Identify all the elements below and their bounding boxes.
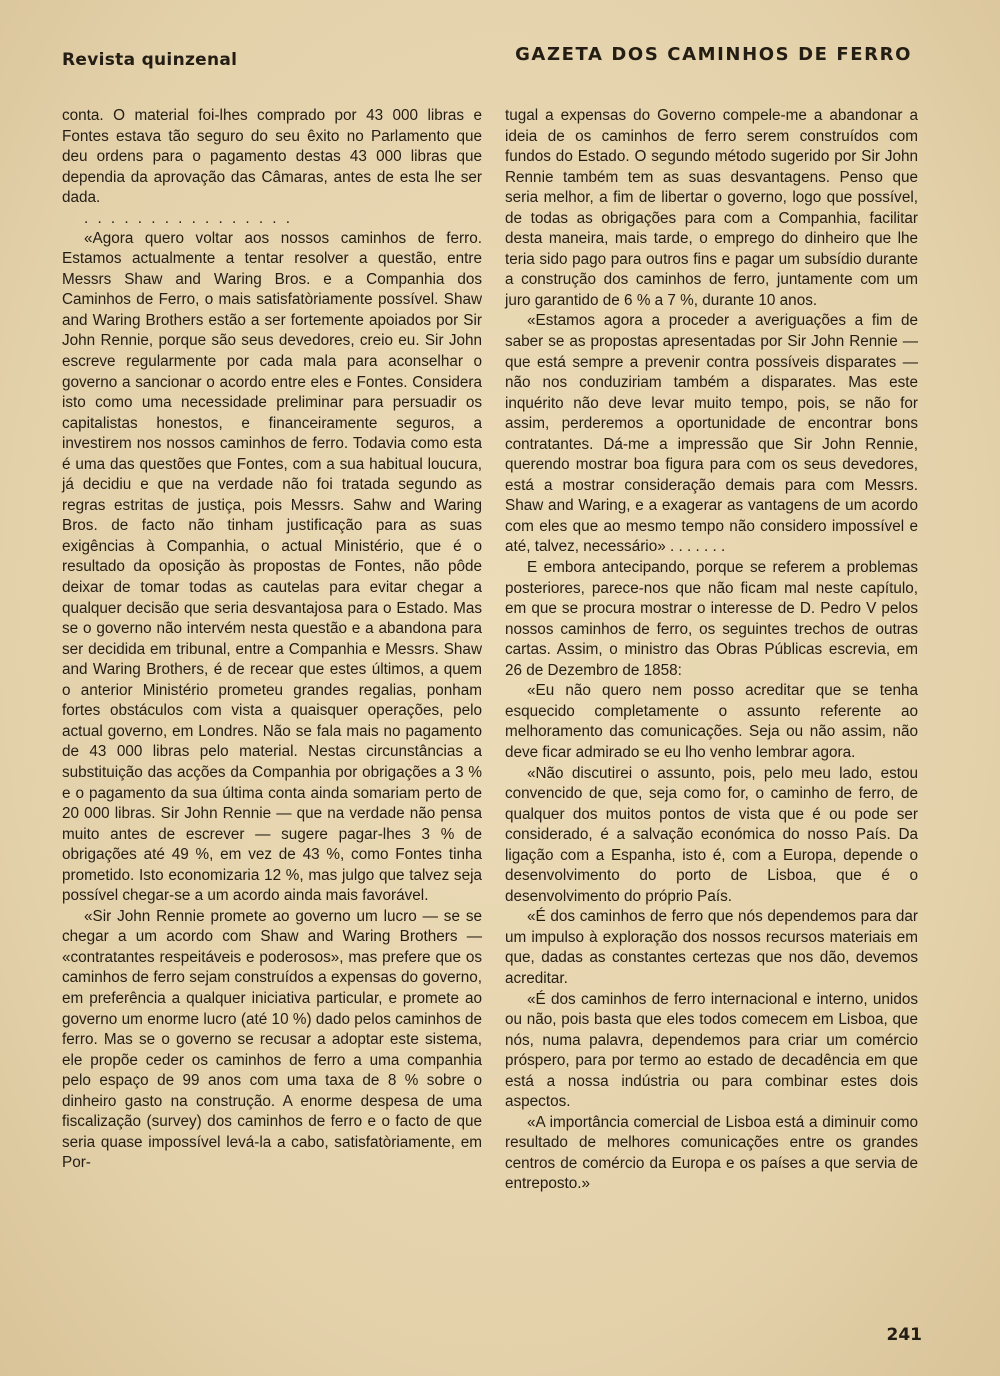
paragraph: E embora antecipando, porque se referem a problemas posteriores, parece-nos que não ficam mal neste capítulo, em que se procura mostrar o interesse de D. Pedro V pelos nossos caminhos de ferro, os seguintes trechos de outras cartas. Assim, o ministro das Obras Públicas escrevia, em 26 de Dezembro de 1858: [505, 559, 918, 679]
header-left: Revista quinzenal [62, 50, 238, 70]
paragraph: «Eu não quero nem posso acreditar que se tenha esquecido completamente o assunto referente ao melhoramento das comunicações. Seja ou não assim, não deve ficar admirado se eu lho venho lembrar agora. [505, 682, 918, 761]
paragraph: «A importância comercial de Lisboa está a diminuir como resultado de melhores comunicações entre os grandes centros de comércio da Europa e os países a que servia de entreposto.» [505, 1113, 918, 1193]
right-column [505, 106, 918, 1195]
paragraph: tugal a expensas do Governo compele-me a abandonar a ideia de os caminhos de ferro serem construídos com fundos do Estado. O segundo método sugerido por Sir John Rennie também tem as suas desvantagens. Penso que seria melhor, a fim de libertar o governo, logo que possível, de todas as obrigações para com a Companhia, facilitar desta maneira, mais tarde, o emprego do dinheiro que lhe teria sido pago para outros fins e pagar um subsídio durante a construção dos caminhos de ferro, juntamente com um juro garantido de 6 % a 7 %, durante 10 anos. [505, 107, 918, 309]
paragraph: «É dos caminhos de ferro que nós dependemos para dar um impulso à exploração dos nossos recursos materiais em que, dadas as constantes certezas que nos dão, devemos acreditar. [505, 908, 918, 987]
header-title: GAZETA DOS CAMINHOS DE FERRO [515, 44, 912, 65]
paragraph: «Sir John Rennie promete ao governo um lucro — se se chegar a um acordo com Shaw and Waring Brothers — «contratantes respeitáveis e poderosos», mas prefere que os caminhos de ferro sejam construídos a expensas do governo, em preferência a qualquer iniciativa particular, e promete ao governo um enorme lucro (até 10 %) dado pelos caminhos de ferro. Mas se o governo se recusar a adoptar este sistema, ele propõe ceder os caminhos de ferro a uma companhia pelo espaço de 99 anos com uma taxa de 8 % sobre o dinheiro gasto na construção. A enorme despesa de uma fiscalização (survey) dos caminhos de ferro e o facto de que seria quase impossível levá-la a cabo, satisfatòriamente, em Por- [62, 907, 482, 1172]
paragraph: «Estamos agora a proceder a averiguações a fim de saber se as propostas apresentadas por Sir John Rennie — que está sempre a prevenir contra possíveis disparates — não nos conduziriam também a disparates. Mas este inquérito não deve levar muito tempo, pois, se não for assim, perderemos a oportunidade de encontrar bons contratantes. Dá-me a impressão que Sir John Rennie, querendo mostrar boa figura para com os seus devedores, está a mostrar consideração demais para com Messrs. Shaw and Waring, e a exagerar as vantagens de um acordo com eles que ao mesmo tempo não considero impossível e até, talvez, necessário» . . . . . . . [505, 312, 918, 556]
separator-dots: ................ [84, 209, 300, 227]
paragraph: «É dos caminhos de ferro internacional e interno, unidos ou não, pois basta que eles todos comecem em Lisboa, que nós, numa palavra, dependemos para criar um comércio próspero, para por termo ao estado de decadência em que está a nossa indústria ou para combinar estes dois aspectos. [505, 990, 918, 1111]
paragraph: «Não discutirei o assunto, pois, pelo meu lado, estou convencido de que, seja como for, o caminho de ferro, de qualquer dos muitos pontos de vista que é ou pode ser considerado, é a salvação económica do nosso País. Da ligação com a Espanha, isto é, com a Europa, depende o desenvolvimento do porto de Lisboa, que é o desenvolvimento do próprio País. [505, 764, 918, 905]
page-number: 241 [886, 1325, 922, 1345]
paragraph: conta. O material foi-lhes comprado por 43 000 libras e Fontes estava tão seguro do seu êxito no Parlamento que deu ordens para o pagamento destas 43 000 libras que dependia da aprovação das Câmaras, antes de esta lhe ser dada. [62, 107, 482, 207]
left-column [62, 106, 482, 1174]
paragraph: «Agora quero voltar aos nossos caminhos de ferro. Estamos actualmente a tentar resolver a questão, entre Messrs Shaw and Waring Bros. e a Companhia dos Caminhos de Ferro, o mais satisfatòriamente possível. Shaw and Waring Brothers estão a ser fortemente apoiados por Sir John Rennie, porque são seus devedores, creio eu. Sir John escreve regularmente por cada mala para aconselhar o governo a sancionar o acordo entre eles e Fontes. Considera isto como uma necessidade preliminar para persuadir os capitalistas honestos, e financeiramente seguros, a investirem nos nossos caminhos de ferro. Todavia como esta é uma das questões que Fontes, com a sua habitual loucura, já decidiu e que na verdade não foi tratada segundo as regras estritas de justiça, pois Messrs. Sahw and Waring Bros. de facto não tinham justificação para as suas exigências à Companhia, o actual Ministério, que é o resultado da oposição às propostas de Fontes, não pôde deixar de tomar todas as cautelas para evitar chegar a qualquer decisão que seria desvantajosa para o Estado. Mas se o governo não intervém nesta questão e a abandona para ser decidida em tribunal, entre a Companhia e Messrs. Shaw and Waring Brothers, é de recear que estes últimos, a quem o anterior Ministério prometeu grandes regalias, ponham fortes obstáculos com vista a quaisquer operações, pelo actual governo, em Londres. Não se fala mais no pagamento de 43 000 libras pelo material. Nestas circunstâncias a substituição das acções da Companhia por obrigações a 3 % e o pagamento da sua última conta ainda somariam perto de 20 000 libras. Sir John Rennie — que na verdade não pensa muito antes de escrever — sugere pagar-lhes 3 % de obrigações até 49 %, em vez de 43 %, como Fontes tinha prometido. Isto economizaria 12 %, mas julgo que talvez seja possível chegar-se a um acordo ainda mais favorável. [62, 229, 482, 905]
